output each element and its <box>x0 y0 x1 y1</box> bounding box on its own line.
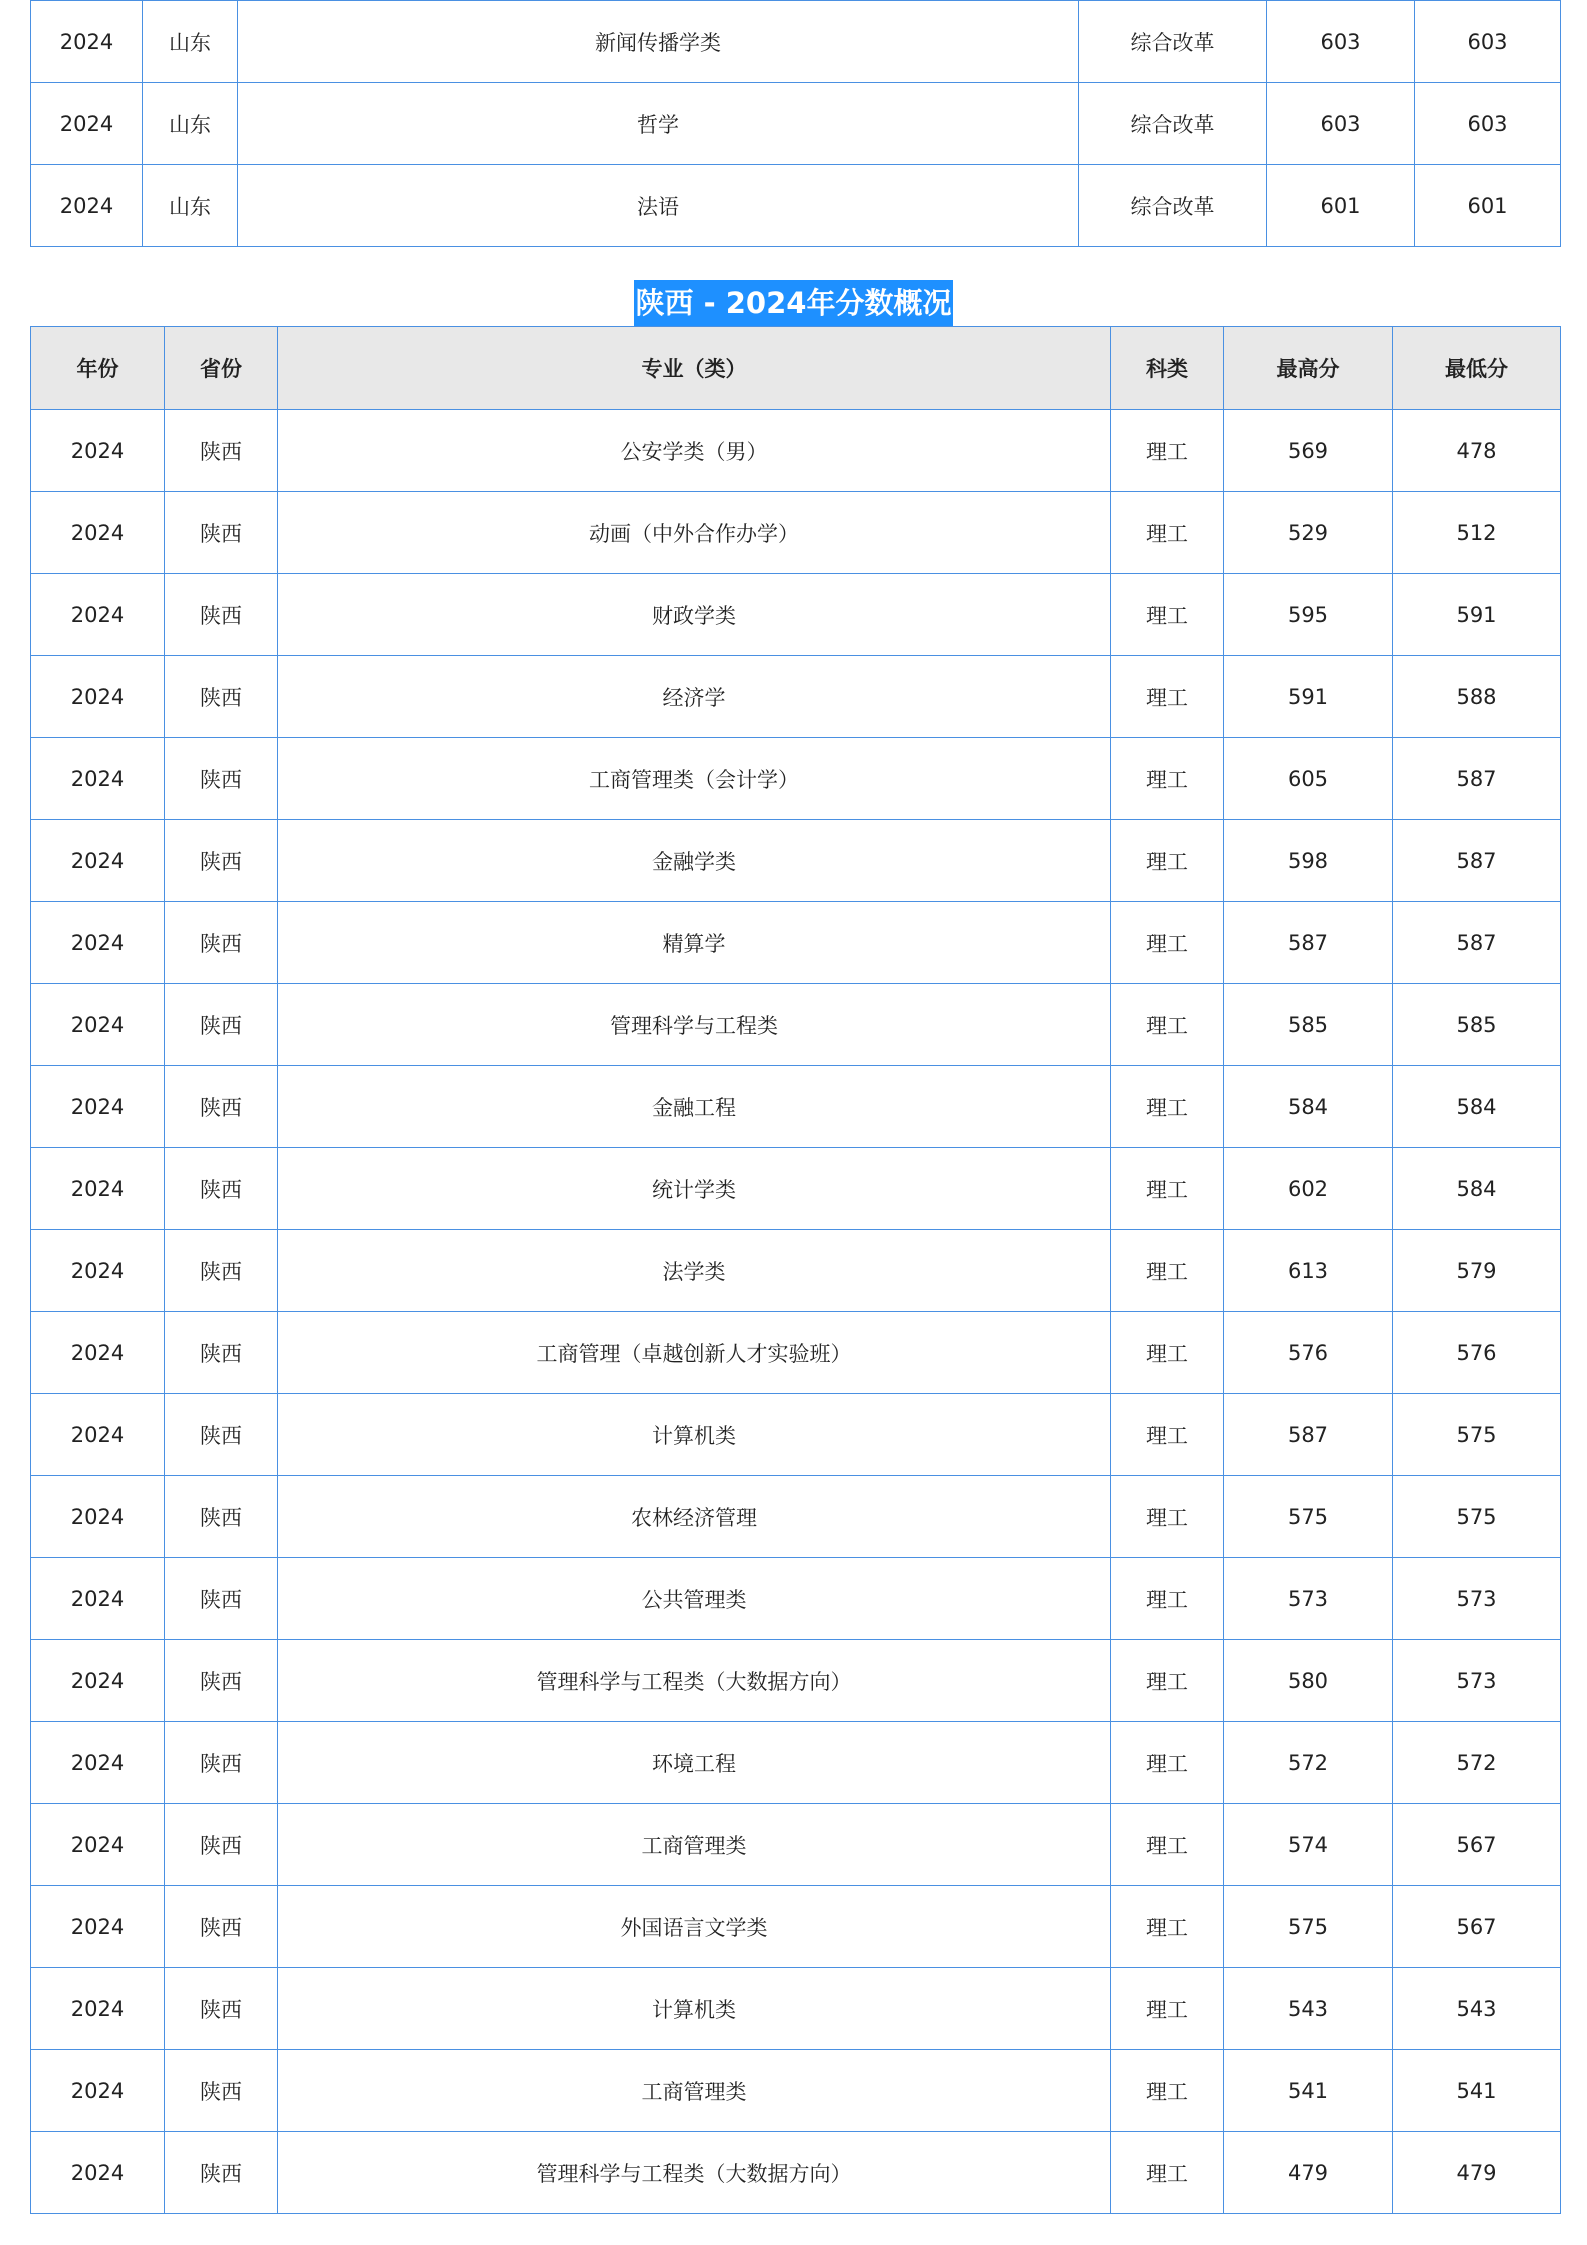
cell-category: 理工 <box>1111 1148 1224 1230</box>
cell-category: 理工 <box>1111 1968 1224 2050</box>
cell-max-score: 541 <box>1224 2050 1393 2132</box>
cell-max-score: 587 <box>1224 1394 1393 1476</box>
cell-category: 理工 <box>1111 1640 1224 1722</box>
cell-major: 工商管理类 <box>278 2050 1111 2132</box>
table-row <box>31 1968 1561 2050</box>
cell-category: 综合改革 <box>1079 1 1267 83</box>
cell-province: 陕西 <box>165 1558 278 1640</box>
cell-year: 2024 <box>31 1886 165 1968</box>
cell-max-score: 575 <box>1224 1476 1393 1558</box>
cell-major: 财政学类 <box>278 574 1111 656</box>
cell-max-score: 584 <box>1224 1066 1393 1148</box>
cell-max-score: 573 <box>1224 1558 1393 1640</box>
cell-major: 动画（中外合作办学） <box>278 492 1111 574</box>
cell-province: 陕西 <box>165 738 278 820</box>
table-row <box>31 1230 1561 1312</box>
shaanxi-table-body <box>31 410 1561 2214</box>
cell-year: 2024 <box>31 1066 165 1148</box>
cell-major: 农林经济管理 <box>278 1476 1111 1558</box>
table-row <box>31 1312 1561 1394</box>
table-row <box>31 656 1561 738</box>
cell-year: 2024 <box>31 1230 165 1312</box>
cell-category: 理工 <box>1111 1804 1224 1886</box>
cell-max-score: 569 <box>1224 410 1393 492</box>
cell-year: 2024 <box>31 1476 165 1558</box>
cell-max-score: 574 <box>1224 1804 1393 1886</box>
table-row <box>31 1148 1561 1230</box>
table-row <box>31 2132 1561 2214</box>
cell-category: 理工 <box>1111 820 1224 902</box>
header-category: 科类 <box>1111 327 1224 410</box>
cell-year: 2024 <box>31 1 143 83</box>
cell-min-score: 587 <box>1393 738 1561 820</box>
cell-max-score: 598 <box>1224 820 1393 902</box>
cell-major: 金融学类 <box>278 820 1111 902</box>
cell-max-score: 591 <box>1224 656 1393 738</box>
section-title-container <box>0 280 1587 326</box>
cell-province: 陕西 <box>165 1148 278 1230</box>
cell-major: 环境工程 <box>278 1722 1111 1804</box>
cell-major: 金融工程 <box>278 1066 1111 1148</box>
cell-year: 2024 <box>31 410 165 492</box>
cell-min-score: 575 <box>1393 1394 1561 1476</box>
cell-major: 工商管理类 <box>278 1804 1111 1886</box>
cell-province: 陕西 <box>165 2050 278 2132</box>
table-row <box>31 410 1561 492</box>
cell-major: 公共管理类 <box>278 1558 1111 1640</box>
cell-min-score: 573 <box>1393 1640 1561 1722</box>
cell-category: 理工 <box>1111 902 1224 984</box>
header-province: 省份 <box>165 327 278 410</box>
cell-province: 陕西 <box>165 984 278 1066</box>
cell-province: 陕西 <box>165 1886 278 1968</box>
cell-min-score: 585 <box>1393 984 1561 1066</box>
table-row <box>31 1394 1561 1476</box>
cell-min-score: 575 <box>1393 1476 1561 1558</box>
cell-province: 山东 <box>143 1 238 83</box>
table-row <box>31 820 1561 902</box>
cell-max-score: 543 <box>1224 1968 1393 2050</box>
cell-province: 陕西 <box>165 1722 278 1804</box>
cell-major: 工商管理（卓越创新人才实验班） <box>278 1312 1111 1394</box>
cell-province: 陕西 <box>165 1230 278 1312</box>
cell-province: 陕西 <box>165 492 278 574</box>
cell-year: 2024 <box>31 2132 165 2214</box>
cell-min-score: 603 <box>1415 83 1561 165</box>
cell-year: 2024 <box>31 738 165 820</box>
cell-min-score: 572 <box>1393 1722 1561 1804</box>
cell-year: 2024 <box>31 1558 165 1640</box>
table-row <box>31 2050 1561 2132</box>
cell-year: 2024 <box>31 1968 165 2050</box>
table-row <box>31 1066 1561 1148</box>
cell-max-score: 575 <box>1224 1886 1393 1968</box>
cell-province: 陕西 <box>165 1476 278 1558</box>
cell-year: 2024 <box>31 1312 165 1394</box>
cell-max-score: 603 <box>1267 1 1415 83</box>
table-row <box>31 738 1561 820</box>
table-header-row <box>31 327 1561 410</box>
cell-major: 管理科学与工程类 <box>278 984 1111 1066</box>
cell-major: 计算机类 <box>278 1968 1111 2050</box>
cell-min-score: 576 <box>1393 1312 1561 1394</box>
cell-max-score: 595 <box>1224 574 1393 656</box>
cell-min-score: 479 <box>1393 2132 1561 2214</box>
table-row <box>31 83 1561 165</box>
table-row <box>31 984 1561 1066</box>
cell-category: 理工 <box>1111 984 1224 1066</box>
cell-major: 外国语言文学类 <box>278 1886 1111 1968</box>
shandong-table-body <box>31 1 1561 247</box>
cell-province: 陕西 <box>165 1640 278 1722</box>
cell-year: 2024 <box>31 1394 165 1476</box>
cell-category: 理工 <box>1111 656 1224 738</box>
cell-max-score: 576 <box>1224 1312 1393 1394</box>
cell-category: 综合改革 <box>1079 165 1267 247</box>
cell-major: 计算机类 <box>278 1394 1111 1476</box>
cell-year: 2024 <box>31 1640 165 1722</box>
cell-province: 陕西 <box>165 574 278 656</box>
cell-category: 理工 <box>1111 1230 1224 1312</box>
cell-year: 2024 <box>31 820 165 902</box>
cell-min-score: 541 <box>1393 2050 1561 2132</box>
cell-min-score: 584 <box>1393 1066 1561 1148</box>
cell-category: 理工 <box>1111 1476 1224 1558</box>
cell-province: 陕西 <box>165 656 278 738</box>
cell-max-score: 585 <box>1224 984 1393 1066</box>
table-row <box>31 1 1561 83</box>
cell-major: 管理科学与工程类（大数据方向） <box>278 2132 1111 2214</box>
cell-major: 公安学类（男） <box>278 410 1111 492</box>
cell-year: 2024 <box>31 1148 165 1230</box>
cell-year: 2024 <box>31 656 165 738</box>
cell-year: 2024 <box>31 1722 165 1804</box>
cell-category: 理工 <box>1111 1886 1224 1968</box>
cell-max-score: 580 <box>1224 1640 1393 1722</box>
table-row <box>31 902 1561 984</box>
cell-province: 陕西 <box>165 1968 278 2050</box>
cell-province: 陕西 <box>165 410 278 492</box>
cell-year: 2024 <box>31 902 165 984</box>
cell-year: 2024 <box>31 1804 165 1886</box>
cell-category: 理工 <box>1111 1394 1224 1476</box>
header-min-score: 最低分 <box>1393 327 1561 410</box>
cell-year: 2024 <box>31 574 165 656</box>
cell-min-score: 543 <box>1393 1968 1561 2050</box>
cell-category: 综合改革 <box>1079 83 1267 165</box>
header-year: 年份 <box>31 327 165 410</box>
cell-province: 陕西 <box>165 1066 278 1148</box>
cell-category: 理工 <box>1111 738 1224 820</box>
section-title: 陕西 - 2024年分数概况 <box>634 280 954 326</box>
table-row <box>31 1558 1561 1640</box>
cell-max-score: 613 <box>1224 1230 1393 1312</box>
cell-province: 山东 <box>143 165 238 247</box>
cell-category: 理工 <box>1111 1558 1224 1640</box>
cell-min-score: 478 <box>1393 410 1561 492</box>
cell-major: 管理科学与工程类（大数据方向） <box>278 1640 1111 1722</box>
cell-min-score: 567 <box>1393 1804 1561 1886</box>
cell-max-score: 602 <box>1224 1148 1393 1230</box>
cell-major: 经济学 <box>278 656 1111 738</box>
table-row <box>31 1722 1561 1804</box>
cell-max-score: 572 <box>1224 1722 1393 1804</box>
cell-category: 理工 <box>1111 2050 1224 2132</box>
cell-major: 工商管理类（会计学） <box>278 738 1111 820</box>
header-max-score: 最高分 <box>1224 327 1393 410</box>
cell-max-score: 603 <box>1267 83 1415 165</box>
cell-max-score: 601 <box>1267 165 1415 247</box>
cell-major: 哲学 <box>238 83 1079 165</box>
cell-year: 2024 <box>31 165 143 247</box>
cell-province: 陕西 <box>165 1312 278 1394</box>
cell-province: 陕西 <box>165 1804 278 1886</box>
cell-year: 2024 <box>31 492 165 574</box>
cell-category: 理工 <box>1111 492 1224 574</box>
cell-min-score: 588 <box>1393 656 1561 738</box>
cell-category: 理工 <box>1111 1722 1224 1804</box>
cell-min-score: 579 <box>1393 1230 1561 1312</box>
cell-province: 山东 <box>143 83 238 165</box>
cell-year: 2024 <box>31 984 165 1066</box>
cell-province: 陕西 <box>165 1394 278 1476</box>
cell-min-score: 601 <box>1415 165 1561 247</box>
cell-province: 陕西 <box>165 902 278 984</box>
cell-min-score: 512 <box>1393 492 1561 574</box>
cell-major: 法学类 <box>278 1230 1111 1312</box>
cell-min-score: 567 <box>1393 1886 1561 1968</box>
cell-major: 精算学 <box>278 902 1111 984</box>
cell-category: 理工 <box>1111 1066 1224 1148</box>
cell-category: 理工 <box>1111 410 1224 492</box>
cell-major: 统计学类 <box>278 1148 1111 1230</box>
table-row <box>31 165 1561 247</box>
cell-min-score: 584 <box>1393 1148 1561 1230</box>
table-row <box>31 574 1561 656</box>
cell-min-score: 603 <box>1415 1 1561 83</box>
table-row <box>31 1804 1561 1886</box>
shaanxi-score-table <box>30 326 1561 2214</box>
cell-major: 法语 <box>238 165 1079 247</box>
cell-max-score: 605 <box>1224 738 1393 820</box>
table-row <box>31 1640 1561 1722</box>
cell-year: 2024 <box>31 2050 165 2132</box>
cell-province: 陕西 <box>165 2132 278 2214</box>
cell-major: 新闻传播学类 <box>238 1 1079 83</box>
cell-min-score: 591 <box>1393 574 1561 656</box>
table-row <box>31 1476 1561 1558</box>
cell-min-score: 573 <box>1393 1558 1561 1640</box>
cell-year: 2024 <box>31 83 143 165</box>
cell-max-score: 587 <box>1224 902 1393 984</box>
table-row <box>31 492 1561 574</box>
cell-max-score: 479 <box>1224 2132 1393 2214</box>
cell-category: 理工 <box>1111 574 1224 656</box>
cell-category: 理工 <box>1111 1312 1224 1394</box>
header-major: 专业（类） <box>278 327 1111 410</box>
table-row <box>31 1886 1561 1968</box>
cell-min-score: 587 <box>1393 902 1561 984</box>
shandong-score-table <box>30 0 1561 247</box>
cell-max-score: 529 <box>1224 492 1393 574</box>
cell-category: 理工 <box>1111 2132 1224 2214</box>
cell-province: 陕西 <box>165 820 278 902</box>
cell-min-score: 587 <box>1393 820 1561 902</box>
